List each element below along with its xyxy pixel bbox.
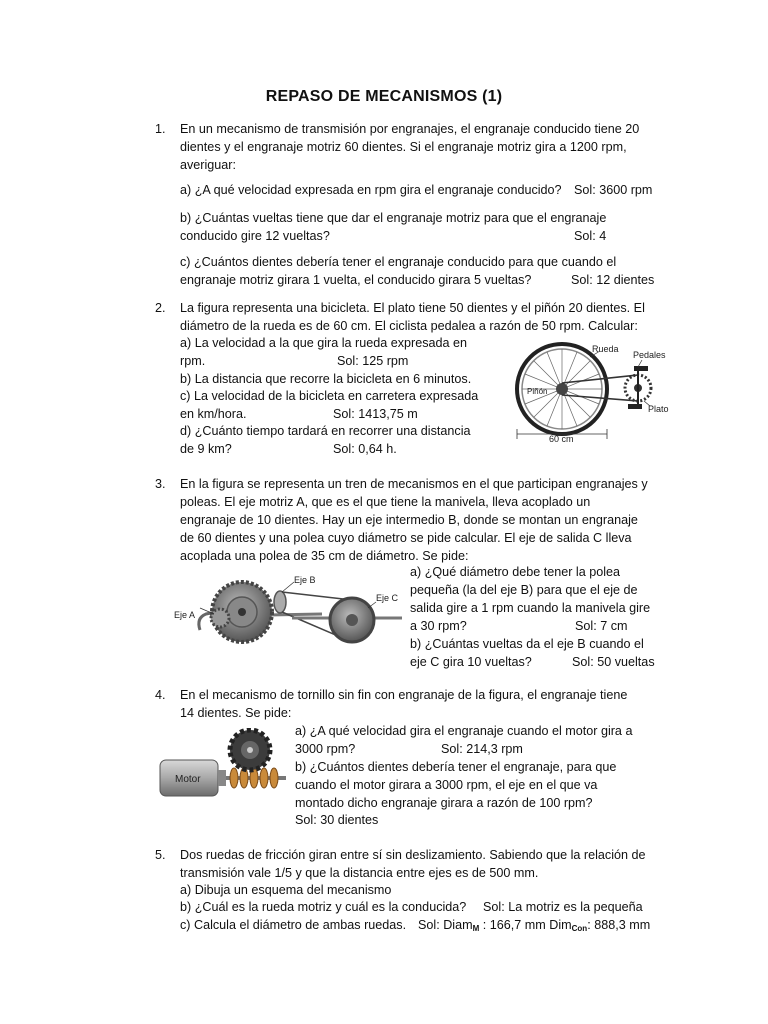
solution-2b-2c: Sol: 1413,75 m <box>333 407 418 421</box>
question-number-5: 5. <box>155 848 166 862</box>
solution-3b: Sol: 50 vueltas <box>572 655 655 669</box>
question-number-4: 4. <box>155 688 166 702</box>
question-line: a) ¿A qué velocidad gira el engranaje cuando el motor gira a <box>295 724 633 738</box>
intro-line: 14 dientes. Se pide: <box>180 706 292 720</box>
intro-line: acoplada una polea de 35 cm de diámetro. Se pide: <box>180 549 469 563</box>
question-1-intro <box>180 120 639 174</box>
question-line: c) ¿Cuántos dientes debería tener el engranaje conducido para que cuando el <box>180 255 617 269</box>
question-5c: c) Calcula el diámetro de ambas ruedas. <box>180 918 407 932</box>
question-line: pequeña (la del eje B) para que el eje de <box>410 583 638 597</box>
label-rueda: Rueda <box>592 344 619 354</box>
solution-4b: Sol: 30 dientes <box>295 813 379 827</box>
question-2c: c) La velocidad de la bicicleta en carretera expresada <box>180 389 479 403</box>
question-1b <box>180 209 606 245</box>
worm-gear-figure <box>158 728 290 800</box>
question-1a: a) ¿A qué velocidad expresada en rpm gira el engranaje conducido? <box>180 183 562 197</box>
question-line: conducido gire 12 vueltas? <box>180 229 330 243</box>
solution-1c: Sol: 12 dientes <box>571 273 655 287</box>
solution-5c-part: Sol: Diam <box>418 918 473 932</box>
label-eje-a: Eje A <box>174 610 196 620</box>
label-60cm: 60 cm <box>549 434 574 444</box>
solution-4a: Sol: 214,3 rpm <box>441 742 523 756</box>
question-2a-cont: rpm. <box>180 354 206 368</box>
question-line: cuando el motor girara a 3000 rpm, el eje en el que va <box>295 778 598 792</box>
question-line: 3000 rpm? <box>295 742 356 756</box>
question-line: salida gire a 1 rpm cuando la manivela gire <box>410 601 651 615</box>
question-line: a 30 rpm? <box>410 619 467 633</box>
question-line: b) ¿Cuántas vueltas tiene que dar el engranaje motriz para que el engranaje <box>180 211 607 225</box>
question-4-intro <box>180 686 627 722</box>
intro-line: En un mecanismo de transmisión por engranajes, el engranaje conducido tiene 20 <box>180 122 640 136</box>
question-5-intro <box>180 846 646 882</box>
question-1c <box>180 253 616 289</box>
intro-line: La figura representa una bicicleta. El plato tiene 50 dientes y el piñón 20 dientes. El <box>180 301 645 315</box>
label-pinon: Piñón <box>527 387 548 396</box>
bicycle-drivetrain-figure <box>512 340 674 446</box>
label-eje-c: Eje C <box>376 593 399 603</box>
label-eje-b: Eje B <box>294 575 316 585</box>
question-2-intro <box>180 299 645 335</box>
gear-train-figure <box>172 570 407 658</box>
question-2b: b) La distancia que recorre la bicicleta en 6 minutos. <box>180 372 472 386</box>
intro-line: En la figura se representa un tren de mecanismos en el que participan engranajes y <box>180 477 648 491</box>
intro-line: Dos ruedas de fricción giran entre sí sin deslizamiento. Sabiendo que la relación de <box>180 848 646 862</box>
question-number-3: 3. <box>155 477 166 491</box>
intro-line: de 60 dientes y una polea cuyo diámetro se pide calcular. El eje de salida C lleva <box>180 531 632 545</box>
question-line: a) ¿Qué diámetro debe tener la polea <box>410 565 621 579</box>
question-2d-cont: de 9 km? <box>180 442 232 456</box>
subscript-m: M <box>472 924 480 933</box>
intro-line: engranaje de 10 dientes. Hay un eje intermedio B, donde se montan un engranaje <box>180 513 638 527</box>
intro-line: En el mecanismo de tornillo sin fin con engranaje de la figura, el engranaje tiene <box>180 688 628 702</box>
question-number-1: 1. <box>155 122 166 136</box>
question-line: b) ¿Cuántas vueltas da el eje B cuando el <box>410 637 644 651</box>
solution-2a: Sol: 125 rpm <box>337 354 409 368</box>
intro-line: diámetro de la rueda es de 60 cm. El ciclista pedalea a razón de 50 rpm. Calcular: <box>180 319 638 333</box>
solution-5c-part: : 166,7 mm Dim <box>479 918 572 932</box>
question-number-2: 2. <box>155 301 166 315</box>
page-title: REPASO DE MECANISMOS (1) <box>265 88 503 105</box>
intro-line: transmisión vale 1/5 y que la distancia entre ejes es de 500 mm. <box>180 866 539 880</box>
question-2c-cont: en km/hora. <box>180 407 247 421</box>
question-line: b) ¿Cuántos dientes debería tener el engranaje, para que <box>295 760 617 774</box>
question-line: montado dicho engranaje girara a razón de 100 rpm? <box>295 796 593 810</box>
solution-1a: Sol: 3600 rpm <box>574 183 653 197</box>
intro-line: dientes y el engranaje motriz 60 dientes. Si el engranaje motriz gira a 1200 rpm, <box>180 140 627 154</box>
question-2d: d) ¿Cuánto tiempo tardará en recorrer una distancia <box>180 424 471 438</box>
solution-1b: Sol: 4 <box>574 229 607 243</box>
question-line: eje C gira 10 vueltas? <box>410 655 532 669</box>
solution-5c-part: : 888,3 mm <box>587 918 651 932</box>
solution-5c <box>418 916 650 934</box>
question-3-intro <box>180 475 648 565</box>
question-5b: b) ¿Cuál es la rueda motriz y cuál es la conducida? <box>180 900 467 914</box>
intro-line: averiguar: <box>180 158 237 172</box>
subscript-con: Con <box>571 924 588 933</box>
question-5a: a) Dibuja un esquema del mecanismo <box>180 883 392 897</box>
solution-3a: Sol: 7 cm <box>575 619 628 633</box>
solution-2d: Sol: 0,64 h. <box>333 442 397 456</box>
label-plato: Plato <box>648 404 669 414</box>
label-motor: Motor <box>175 774 201 785</box>
question-4b <box>295 758 616 812</box>
question-2a: a) La velocidad a la que gira la rueda expresada en <box>180 336 468 350</box>
question-line: engranaje motriz girara 1 vuelta, el conducido girara 5 vueltas? <box>180 273 532 287</box>
label-pedales: Pedales <box>633 350 666 360</box>
solution-5b: Sol: La motriz es la pequeña <box>483 900 643 914</box>
intro-line: poleas. El eje motriz A, que es el que tiene la manivela, lleva acoplado un <box>180 495 591 509</box>
